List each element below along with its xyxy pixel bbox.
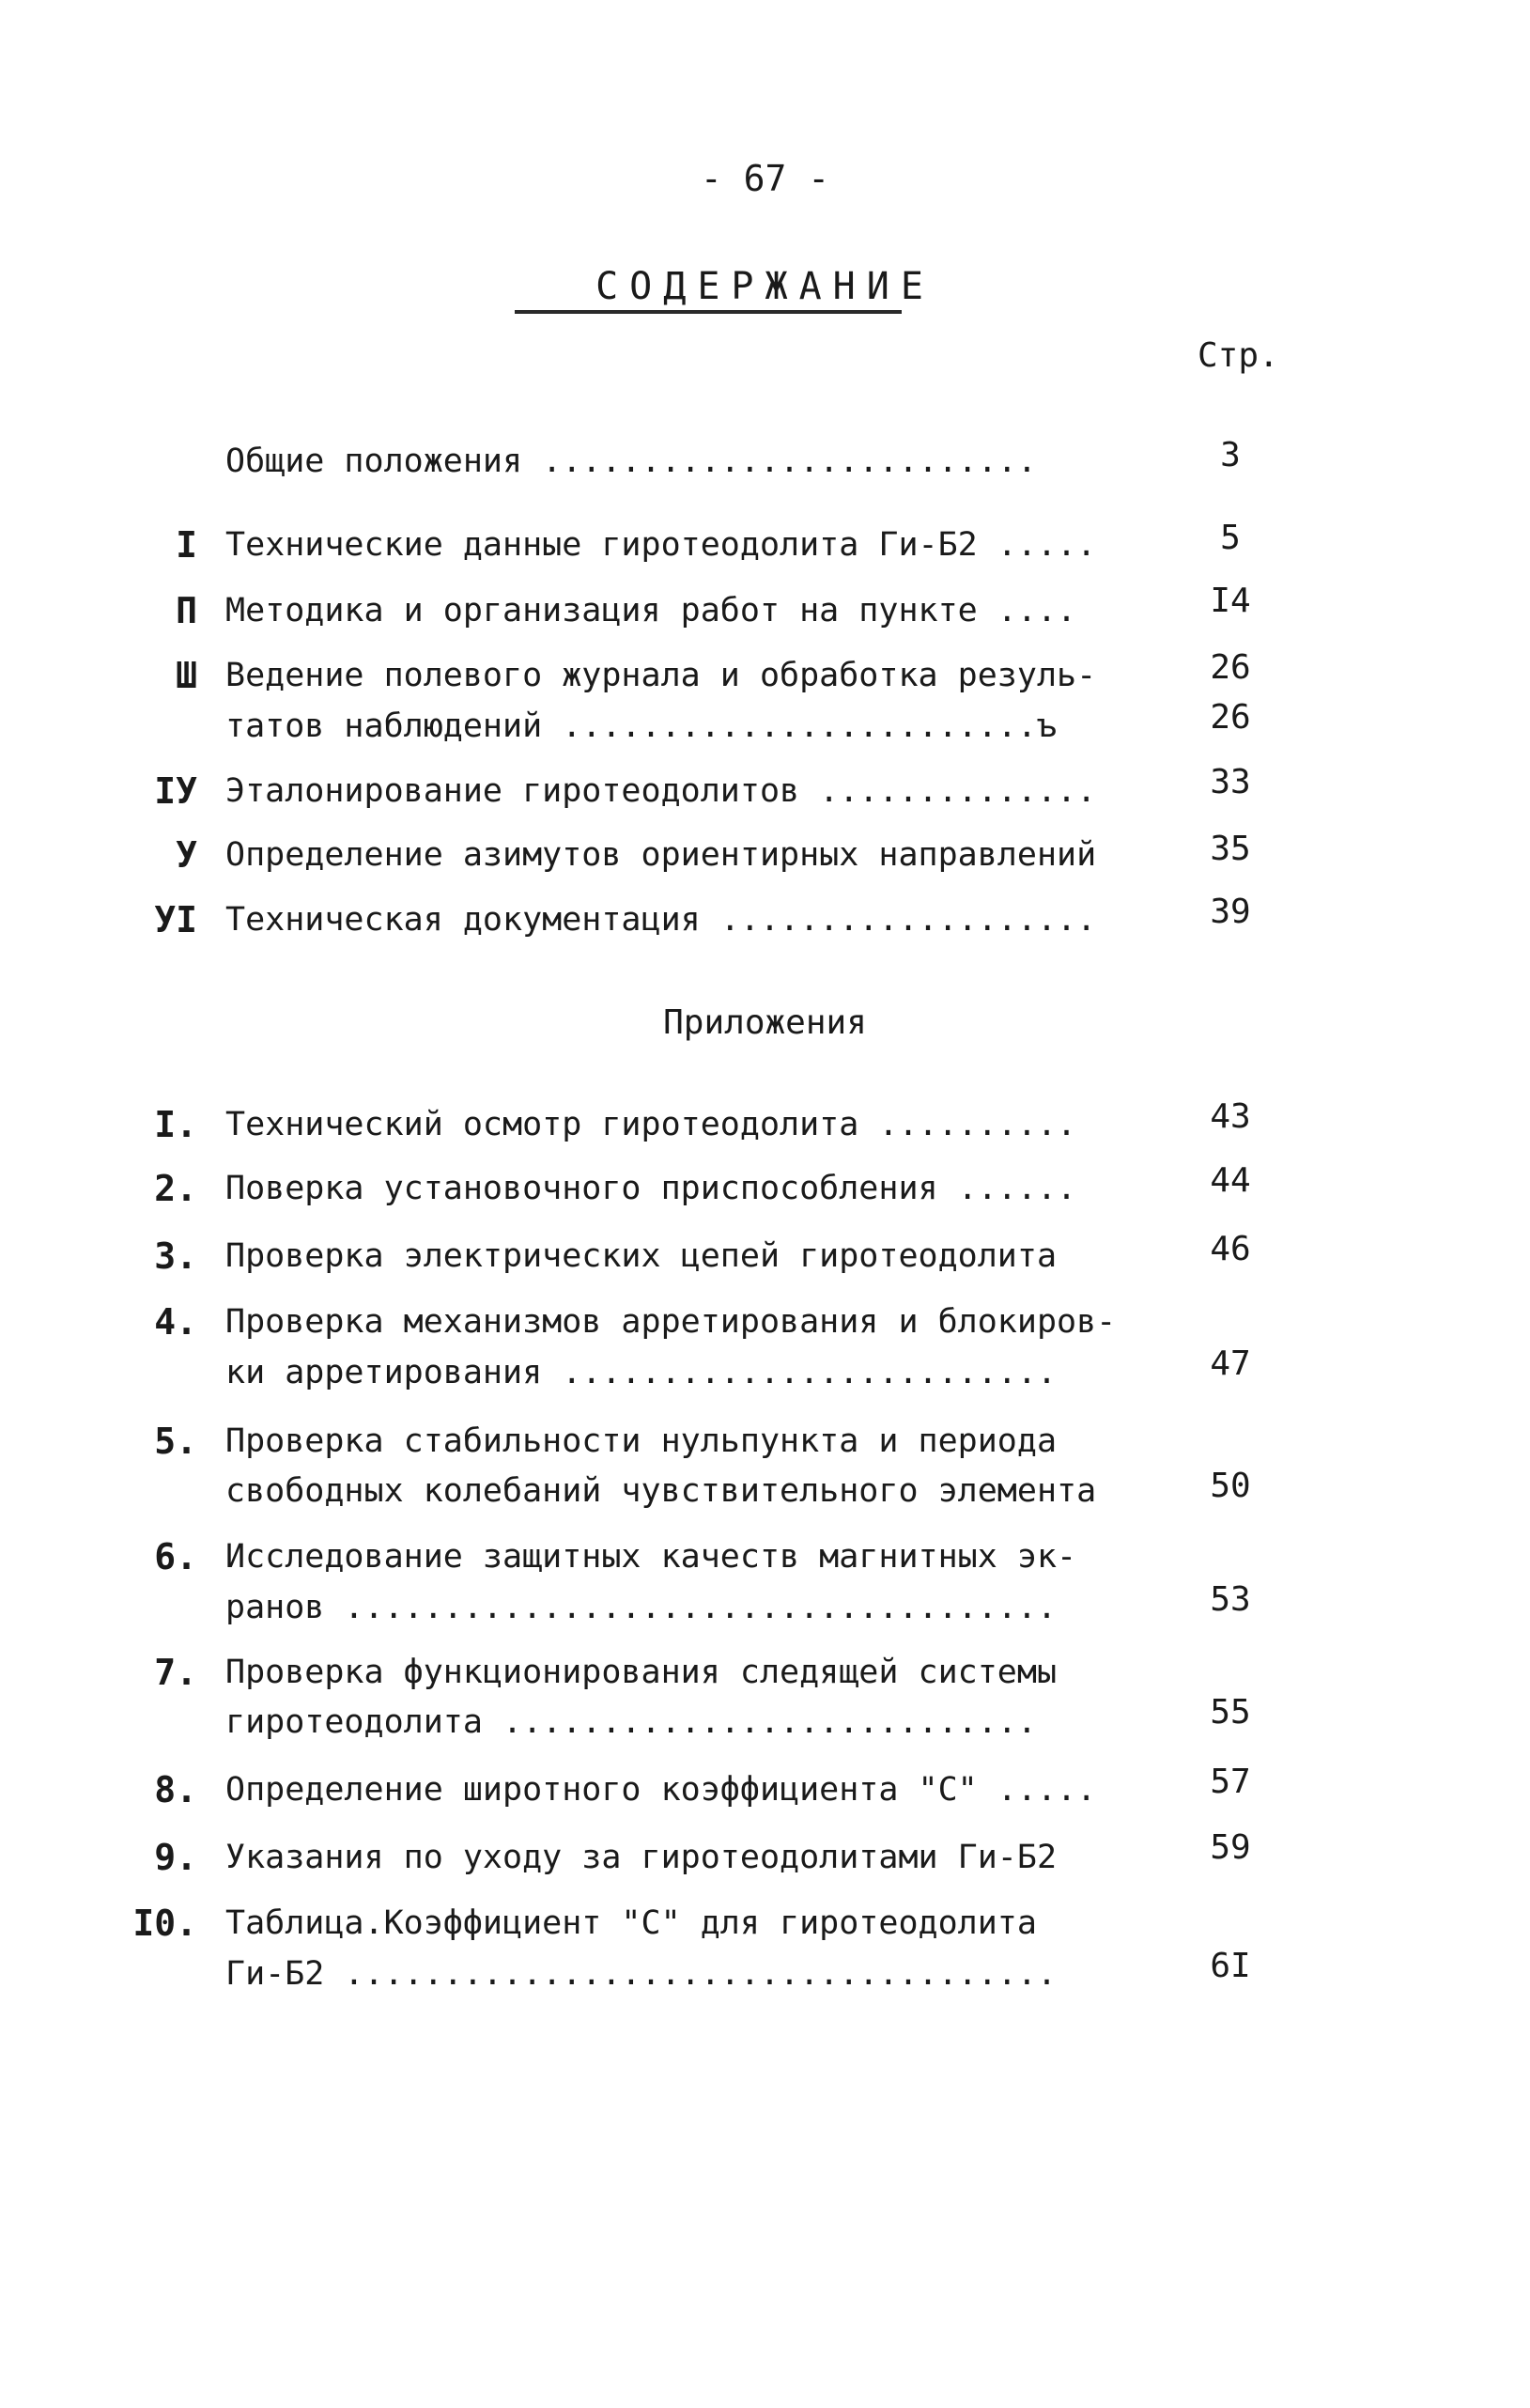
appendix-title-line: Проверка механизмов арретирования и блокиров- bbox=[225, 1303, 1117, 1341]
section-number: УI bbox=[154, 899, 197, 940]
appendix-page: 55 bbox=[1210, 1693, 1251, 1732]
section-number: П bbox=[176, 590, 197, 631]
appendix-number: 7. bbox=[154, 1652, 197, 1693]
appendix-heading: Приложения bbox=[663, 1003, 867, 1042]
section-number: Ш bbox=[176, 655, 197, 696]
appendix-title-line: свободных колебаний чувствительного элемента bbox=[225, 1472, 1097, 1510]
appendix-title-line: Проверка функционирования следящей системы bbox=[225, 1654, 1058, 1691]
appendix-page: 47 bbox=[1210, 1344, 1251, 1383]
appendix-number: 5. bbox=[154, 1421, 197, 1462]
appendix-title-line: Исследование защитных качеств магнитных эк- bbox=[225, 1538, 1077, 1576]
appendix-number: 9. bbox=[154, 1837, 197, 1878]
section-page: 33 bbox=[1210, 763, 1251, 801]
section-page: 5 bbox=[1220, 519, 1241, 557]
appendix-title: Определение широтного коэффициента "С" ..... bbox=[225, 1771, 1097, 1809]
appendix-page: 43 bbox=[1210, 1097, 1251, 1136]
appendix-number: 3. bbox=[154, 1235, 197, 1277]
appendix-page: 59 bbox=[1210, 1828, 1251, 1867]
section-page: I4 bbox=[1210, 582, 1251, 620]
section-page: 39 bbox=[1210, 893, 1251, 931]
section-page: 3 bbox=[1220, 436, 1241, 474]
section-title: Определение азимутов ориентирных направлений bbox=[225, 836, 1097, 874]
appendix-page: 50 bbox=[1210, 1467, 1251, 1505]
section-number: У bbox=[176, 834, 197, 876]
page-column-header: Стр. bbox=[1198, 336, 1279, 375]
appendix-page: 57 bbox=[1210, 1763, 1251, 1801]
page-number: - 67 - bbox=[700, 158, 830, 199]
section-number: I bbox=[176, 524, 197, 566]
appendix-title-line: ранов .................................... bbox=[225, 1589, 1058, 1626]
section-page: 26 bbox=[1210, 648, 1251, 687]
appendix-title-line: Ги-Б2 .................................... bbox=[225, 1955, 1058, 1993]
appendix-number: I. bbox=[154, 1104, 197, 1145]
section-title: Эталонирование гиротеодолитов .............. bbox=[225, 772, 1097, 810]
section-title: Технические данные гиротеодолита Ги-Б2 ..... bbox=[225, 526, 1097, 564]
appendix-number: 4. bbox=[154, 1301, 197, 1343]
appendix-title: Указания по уходу за гиротеодолитами Ги-Б2 bbox=[225, 1839, 1058, 1876]
appendix-number: I0. bbox=[132, 1903, 197, 1944]
appendix-title-line: Таблица.Коэффициент "С" для гиротеодолита bbox=[225, 1904, 1037, 1942]
appendix-page: 6I bbox=[1210, 1947, 1251, 1985]
section-page: 35 bbox=[1210, 830, 1251, 868]
section-title-line: татов наблюдений ........................ъ bbox=[225, 707, 1058, 745]
appendix-title-line: ки арретирования ......................... bbox=[225, 1354, 1058, 1391]
section-title: Общие положения ......................... bbox=[225, 443, 1037, 480]
appendix-title: Поверка установочного приспособления ...... bbox=[225, 1170, 1077, 1207]
page-title: СОДЕРЖАНИЕ bbox=[595, 265, 935, 308]
section-title: Методика и организация работ на пункте .... bbox=[225, 592, 1077, 629]
section-page-continued: 26 bbox=[1210, 698, 1251, 737]
appendix-page: 44 bbox=[1210, 1161, 1251, 1200]
appendix-number: 2. bbox=[154, 1168, 197, 1209]
appendix-title-line: гиротеодолита ........................... bbox=[225, 1703, 1037, 1741]
appendix-number: 8. bbox=[154, 1769, 197, 1810]
appendix-page: 53 bbox=[1210, 1580, 1251, 1619]
appendix-title-line: Проверка стабильности нульпункта и периода bbox=[225, 1422, 1058, 1460]
section-number: IУ bbox=[154, 770, 197, 812]
section-title: Техническая документация ................... bbox=[225, 901, 1097, 939]
appendix-title: Проверка электрических цепей гиротеодолита bbox=[225, 1237, 1058, 1275]
title-underline bbox=[515, 310, 902, 314]
appendix-title: Технический осмотр гиротеодолита .......... bbox=[225, 1106, 1077, 1143]
appendix-page: 46 bbox=[1210, 1230, 1251, 1268]
section-title-line: Ведение полевого журнала и обработка резуль- bbox=[225, 657, 1097, 694]
appendix-number: 6. bbox=[154, 1536, 197, 1577]
